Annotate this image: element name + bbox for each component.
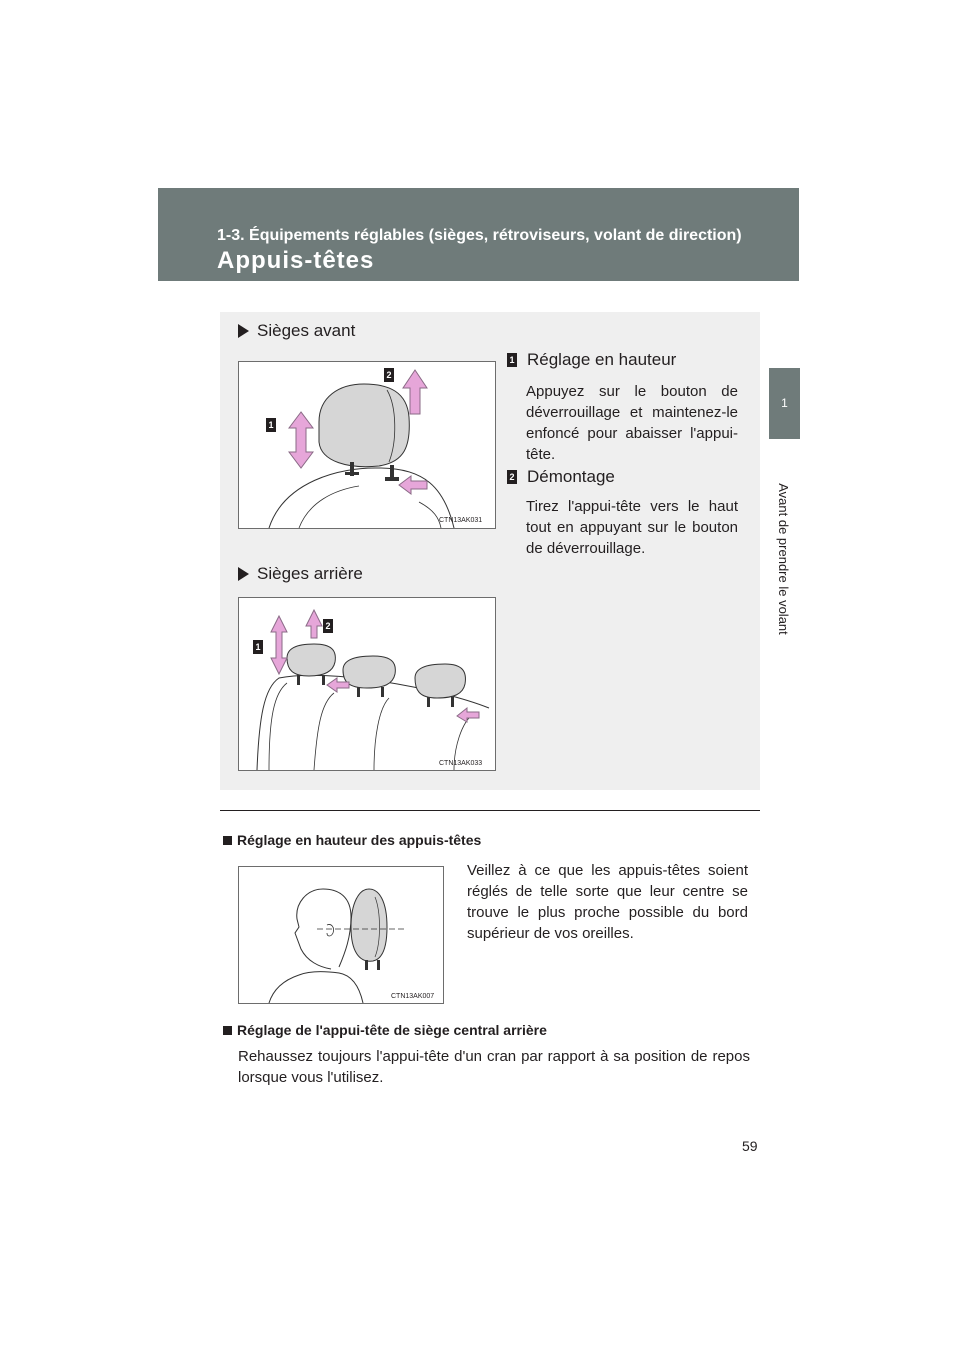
triangle-bullet-icon <box>238 567 249 581</box>
front-seats-heading: Sièges avant <box>238 321 355 341</box>
triangle-bullet-icon <box>238 324 249 338</box>
chapter-tab-number: 1 <box>769 368 800 439</box>
instruction-text: Tirez l'appui-tête vers le haut tout en appuyant sur le bouton de déverrouillage. <box>526 498 738 557</box>
height-adjustment-heading: Réglage en hauteur des appuis-têtes <box>223 832 481 848</box>
section-divider <box>220 810 760 811</box>
square-bullet-icon <box>223 1026 232 1035</box>
rear-headrest-illustration <box>238 597 496 771</box>
marker-1-icon: 1 <box>266 418 276 432</box>
svg-text:CTN13AK033: CTN13AK033 <box>439 760 483 767</box>
marker-2-icon: 2 <box>507 470 517 484</box>
rear-seats-heading: Sièges arrière <box>238 564 363 584</box>
front-headrest-illustration <box>238 361 496 529</box>
center-headrest-text: Rehaussez toujours l'appui-tête d'un cran par rapport à sa position de repos lorsque vous l'utilisez. <box>238 1048 750 1086</box>
instruction-title: Démontage <box>527 467 615 486</box>
head-position-illustration <box>238 866 444 1004</box>
square-bullet-icon <box>223 836 232 845</box>
chapter-tab-label: Avant de prendre le volant <box>776 483 792 635</box>
chapter-header <box>158 188 799 281</box>
svg-text:CTN13AK031: CTN13AK031 <box>439 517 483 524</box>
page-title: Appuis-têtes <box>217 247 375 274</box>
marker-1-icon: 1 <box>507 353 517 367</box>
marker-1-icon: 1 <box>253 640 263 654</box>
svg-text:CTN13AK007: CTN13AK007 <box>391 993 435 1000</box>
instruction-text: Appuyez sur le bouton de déverrouillage et maintenez-le enfoncé pour abaisser l'appui-tête. <box>526 383 738 463</box>
section-title: 1-3. Équipements réglables (sièges, rétroviseurs, volant de direction) <box>217 227 742 244</box>
height-adjustment-text: Veillez à ce que les appuis-têtes soient réglés de telle sorte que leur centre se trouve le plus proche possible du bord supérieur de vos oreilles. <box>467 862 748 942</box>
marker-2-icon: 2 <box>384 368 394 382</box>
page-number: 59 <box>742 1138 758 1154</box>
instruction-title: Réglage en hauteur <box>527 350 677 369</box>
marker-2-icon: 2 <box>323 619 333 633</box>
center-headrest-heading: Réglage de l'appui-tête de siège central arrière <box>223 1022 547 1038</box>
